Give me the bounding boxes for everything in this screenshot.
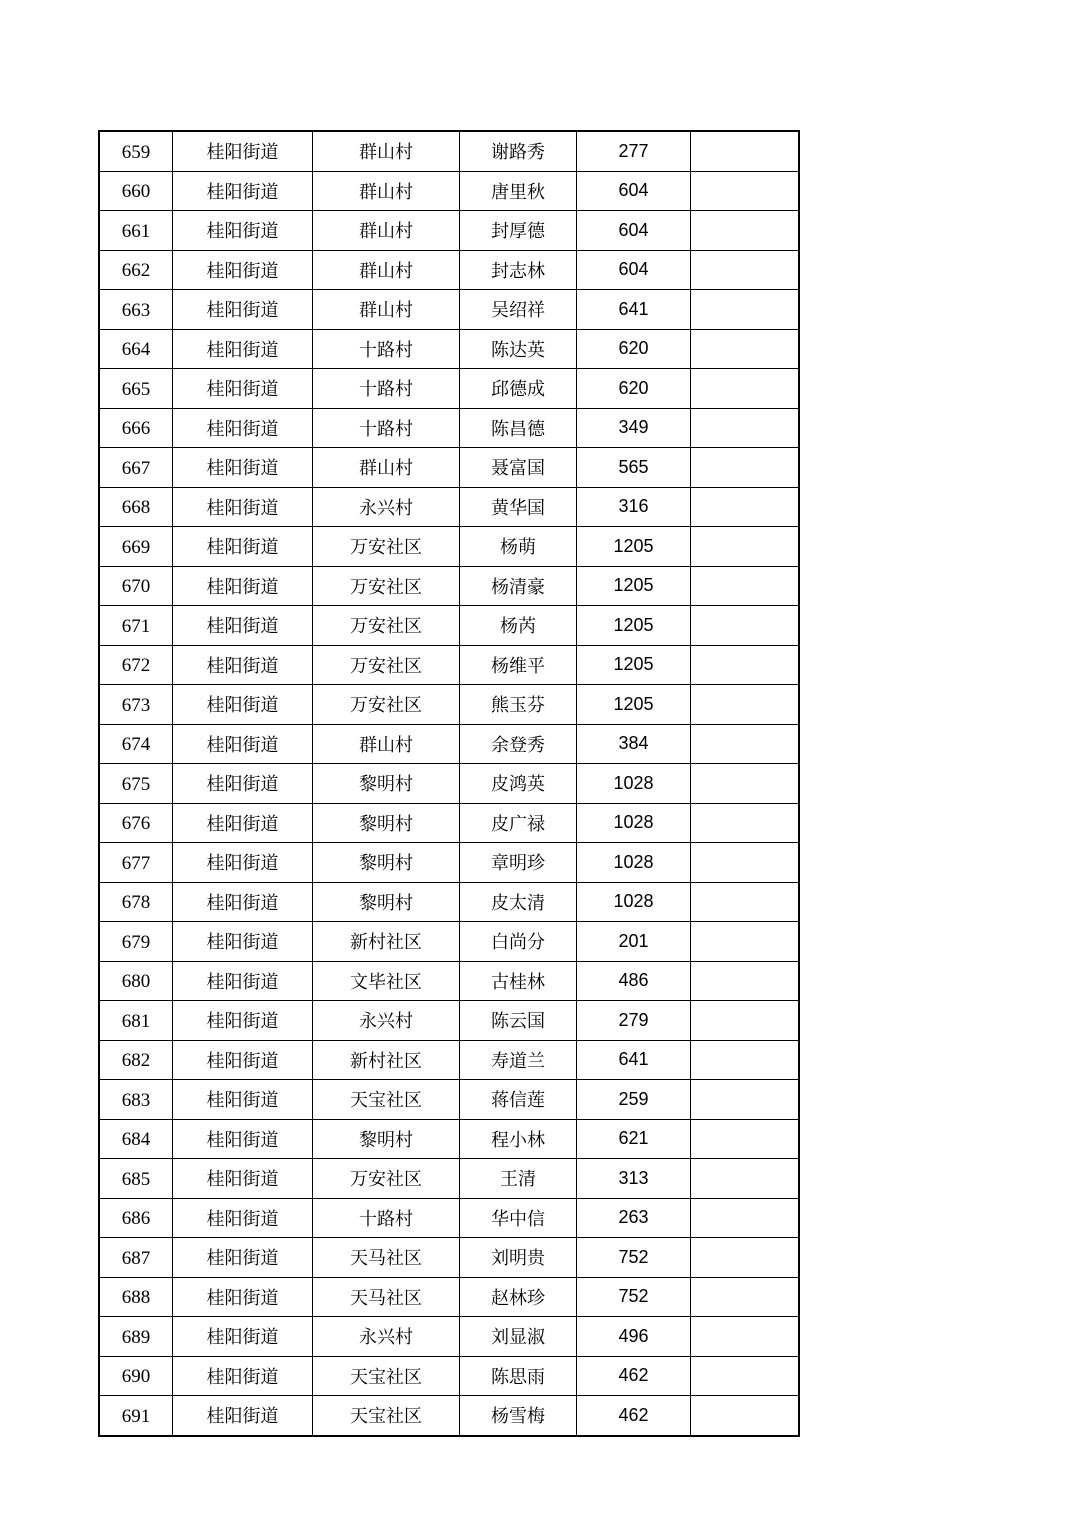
village-cell: 黎明村 [313, 803, 460, 843]
remark-cell [691, 961, 800, 1001]
person-name-cell: 白尚分 [460, 922, 577, 962]
table-row [99, 1198, 799, 1238]
table-row [99, 1238, 799, 1278]
remark-cell [691, 1238, 800, 1278]
person-name-cell: 吴绍祥 [460, 290, 577, 330]
amount-cell: 316 [577, 487, 691, 527]
remark-cell [691, 408, 800, 448]
person-name-cell: 蒋信莲 [460, 1080, 577, 1120]
person-name-cell: 赵林珍 [460, 1277, 577, 1317]
village-cell: 永兴村 [313, 1317, 460, 1357]
remark-cell [691, 606, 800, 646]
village-cell: 天马社区 [313, 1238, 460, 1278]
street-cell: 桂阳街道 [173, 764, 313, 804]
street-cell: 桂阳街道 [173, 408, 313, 448]
table-row [99, 1119, 799, 1159]
village-cell: 永兴村 [313, 487, 460, 527]
street-cell: 桂阳街道 [173, 487, 313, 527]
row-number-cell: 672 [99, 645, 173, 685]
table-row [99, 131, 799, 171]
village-cell: 天宝社区 [313, 1080, 460, 1120]
row-number-cell: 680 [99, 961, 173, 1001]
amount-cell: 1028 [577, 882, 691, 922]
village-cell: 群山村 [313, 211, 460, 251]
street-cell: 桂阳街道 [173, 1040, 313, 1080]
person-name-cell: 陈昌德 [460, 408, 577, 448]
person-name-cell: 唐里秋 [460, 171, 577, 211]
amount-cell: 277 [577, 131, 691, 171]
remark-cell [691, 448, 800, 488]
village-cell: 十路村 [313, 1198, 460, 1238]
person-name-cell: 聂富国 [460, 448, 577, 488]
row-number-cell: 681 [99, 1001, 173, 1041]
street-cell: 桂阳街道 [173, 1396, 313, 1436]
street-cell: 桂阳街道 [173, 369, 313, 409]
remark-cell [691, 1040, 800, 1080]
street-cell: 桂阳街道 [173, 922, 313, 962]
data-table [98, 130, 800, 1437]
table-row [99, 1001, 799, 1041]
table-row [99, 685, 799, 725]
row-number-cell: 664 [99, 329, 173, 369]
table-row [99, 606, 799, 646]
table-row [99, 1159, 799, 1199]
remark-cell [691, 1001, 800, 1041]
street-cell: 桂阳街道 [173, 1159, 313, 1199]
table-row [99, 527, 799, 567]
person-name-cell: 熊玉芬 [460, 685, 577, 725]
street-cell: 桂阳街道 [173, 1238, 313, 1278]
village-cell: 万安社区 [313, 566, 460, 606]
village-cell: 新村社区 [313, 922, 460, 962]
remark-cell [691, 843, 800, 883]
row-number-cell: 660 [99, 171, 173, 211]
amount-cell: 486 [577, 961, 691, 1001]
amount-cell: 259 [577, 1080, 691, 1120]
village-cell: 黎明村 [313, 843, 460, 883]
amount-cell: 349 [577, 408, 691, 448]
person-name-cell: 皮鸿英 [460, 764, 577, 804]
remark-cell [691, 1080, 800, 1120]
row-number-cell: 686 [99, 1198, 173, 1238]
row-number-cell: 667 [99, 448, 173, 488]
person-name-cell: 陈达英 [460, 329, 577, 369]
amount-cell: 604 [577, 250, 691, 290]
table-row [99, 961, 799, 1001]
street-cell: 桂阳街道 [173, 250, 313, 290]
street-cell: 桂阳街道 [173, 1317, 313, 1357]
street-cell: 桂阳街道 [173, 1119, 313, 1159]
row-number-cell: 679 [99, 922, 173, 962]
row-number-cell: 677 [99, 843, 173, 883]
amount-cell: 313 [577, 1159, 691, 1199]
table-row [99, 1080, 799, 1120]
village-cell: 万安社区 [313, 606, 460, 646]
village-cell: 群山村 [313, 290, 460, 330]
person-name-cell: 杨维平 [460, 645, 577, 685]
remark-cell [691, 685, 800, 725]
village-cell: 永兴村 [313, 1001, 460, 1041]
village-cell: 万安社区 [313, 1159, 460, 1199]
remark-cell [691, 1198, 800, 1238]
remark-cell [691, 527, 800, 567]
table-row [99, 1040, 799, 1080]
amount-cell: 384 [577, 724, 691, 764]
street-cell: 桂阳街道 [173, 171, 313, 211]
remark-cell [691, 922, 800, 962]
remark-cell [691, 487, 800, 527]
table-row [99, 882, 799, 922]
table-row [99, 408, 799, 448]
row-number-cell: 691 [99, 1396, 173, 1436]
street-cell: 桂阳街道 [173, 724, 313, 764]
village-cell: 群山村 [313, 448, 460, 488]
village-cell: 文毕社区 [313, 961, 460, 1001]
remark-cell [691, 764, 800, 804]
person-name-cell: 刘显淑 [460, 1317, 577, 1357]
row-number-cell: 689 [99, 1317, 173, 1357]
street-cell: 桂阳街道 [173, 1198, 313, 1238]
table-row [99, 764, 799, 804]
person-name-cell: 杨萌 [460, 527, 577, 567]
amount-cell: 496 [577, 1317, 691, 1357]
remark-cell [691, 1277, 800, 1317]
person-name-cell: 邱德成 [460, 369, 577, 409]
village-cell: 天宝社区 [313, 1396, 460, 1436]
village-cell: 群山村 [313, 250, 460, 290]
row-number-cell: 678 [99, 882, 173, 922]
row-number-cell: 668 [99, 487, 173, 527]
row-number-cell: 659 [99, 131, 173, 171]
village-cell: 天马社区 [313, 1277, 460, 1317]
person-name-cell: 杨雪梅 [460, 1396, 577, 1436]
row-number-cell: 673 [99, 685, 173, 725]
village-cell: 黎明村 [313, 764, 460, 804]
street-cell: 桂阳街道 [173, 645, 313, 685]
person-name-cell: 王清 [460, 1159, 577, 1199]
amount-cell: 1205 [577, 566, 691, 606]
row-number-cell: 690 [99, 1356, 173, 1396]
amount-cell: 620 [577, 329, 691, 369]
table-row [99, 250, 799, 290]
remark-cell [691, 645, 800, 685]
street-cell: 桂阳街道 [173, 803, 313, 843]
village-cell: 黎明村 [313, 882, 460, 922]
row-number-cell: 666 [99, 408, 173, 448]
person-name-cell: 皮广禄 [460, 803, 577, 843]
remark-cell [691, 1396, 800, 1436]
village-cell: 天宝社区 [313, 1356, 460, 1396]
village-cell: 万安社区 [313, 645, 460, 685]
table-row [99, 803, 799, 843]
amount-cell: 565 [577, 448, 691, 488]
amount-cell: 1205 [577, 527, 691, 567]
row-number-cell: 661 [99, 211, 173, 251]
amount-cell: 201 [577, 922, 691, 962]
amount-cell: 1205 [577, 685, 691, 725]
amount-cell: 752 [577, 1277, 691, 1317]
row-number-cell: 670 [99, 566, 173, 606]
amount-cell: 263 [577, 1198, 691, 1238]
table-row [99, 369, 799, 409]
person-name-cell: 谢路秀 [460, 131, 577, 171]
amount-cell: 1028 [577, 803, 691, 843]
remark-cell [691, 724, 800, 764]
person-name-cell: 古桂林 [460, 961, 577, 1001]
amount-cell: 462 [577, 1396, 691, 1436]
street-cell: 桂阳街道 [173, 527, 313, 567]
remark-cell [691, 131, 800, 171]
table-row [99, 566, 799, 606]
amount-cell: 1028 [577, 843, 691, 883]
table-row [99, 843, 799, 883]
person-name-cell: 杨芮 [460, 606, 577, 646]
amount-cell: 641 [577, 1040, 691, 1080]
remark-cell [691, 803, 800, 843]
row-number-cell: 663 [99, 290, 173, 330]
person-name-cell: 陈云国 [460, 1001, 577, 1041]
table-row [99, 645, 799, 685]
table-row [99, 290, 799, 330]
person-name-cell: 黄华国 [460, 487, 577, 527]
amount-cell: 620 [577, 369, 691, 409]
person-name-cell: 皮太清 [460, 882, 577, 922]
table-row [99, 922, 799, 962]
row-number-cell: 683 [99, 1080, 173, 1120]
amount-cell: 604 [577, 171, 691, 211]
village-cell: 群山村 [313, 171, 460, 211]
table-row [99, 448, 799, 488]
table-row [99, 724, 799, 764]
remark-cell [691, 1159, 800, 1199]
amount-cell: 1205 [577, 606, 691, 646]
street-cell: 桂阳街道 [173, 1001, 313, 1041]
amount-cell: 1028 [577, 764, 691, 804]
remark-cell [691, 882, 800, 922]
remark-cell [691, 250, 800, 290]
village-cell: 万安社区 [313, 527, 460, 567]
street-cell: 桂阳街道 [173, 961, 313, 1001]
person-name-cell: 杨清豪 [460, 566, 577, 606]
amount-cell: 641 [577, 290, 691, 330]
village-cell: 十路村 [313, 329, 460, 369]
table-row [99, 329, 799, 369]
row-number-cell: 687 [99, 1238, 173, 1278]
row-number-cell: 662 [99, 250, 173, 290]
remark-cell [691, 566, 800, 606]
remark-cell [691, 1317, 800, 1357]
amount-cell: 1205 [577, 645, 691, 685]
amount-cell: 604 [577, 211, 691, 251]
remark-cell [691, 171, 800, 211]
street-cell: 桂阳街道 [173, 606, 313, 646]
row-number-cell: 675 [99, 764, 173, 804]
row-number-cell: 684 [99, 1119, 173, 1159]
remark-cell [691, 211, 800, 251]
row-number-cell: 671 [99, 606, 173, 646]
street-cell: 桂阳街道 [173, 566, 313, 606]
person-name-cell: 寿道兰 [460, 1040, 577, 1080]
village-cell: 十路村 [313, 369, 460, 409]
street-cell: 桂阳街道 [173, 1356, 313, 1396]
street-cell: 桂阳街道 [173, 211, 313, 251]
remark-cell [691, 1356, 800, 1396]
person-name-cell: 章明珍 [460, 843, 577, 883]
street-cell: 桂阳街道 [173, 843, 313, 883]
person-name-cell: 程小林 [460, 1119, 577, 1159]
person-name-cell: 封志林 [460, 250, 577, 290]
street-cell: 桂阳街道 [173, 448, 313, 488]
remark-cell [691, 1119, 800, 1159]
person-name-cell: 华中信 [460, 1198, 577, 1238]
table-body [99, 131, 799, 1436]
person-name-cell: 刘明贵 [460, 1238, 577, 1278]
village-cell: 万安社区 [313, 685, 460, 725]
amount-cell: 462 [577, 1356, 691, 1396]
row-number-cell: 682 [99, 1040, 173, 1080]
row-number-cell: 674 [99, 724, 173, 764]
amount-cell: 752 [577, 1238, 691, 1278]
person-name-cell: 陈思雨 [460, 1356, 577, 1396]
row-number-cell: 688 [99, 1277, 173, 1317]
village-cell: 十路村 [313, 408, 460, 448]
street-cell: 桂阳街道 [173, 882, 313, 922]
row-number-cell: 669 [99, 527, 173, 567]
table-row [99, 487, 799, 527]
table-row [99, 1356, 799, 1396]
amount-cell: 621 [577, 1119, 691, 1159]
person-name-cell: 余登秀 [460, 724, 577, 764]
street-cell: 桂阳街道 [173, 329, 313, 369]
table-row [99, 171, 799, 211]
street-cell: 桂阳街道 [173, 685, 313, 725]
row-number-cell: 665 [99, 369, 173, 409]
amount-cell: 279 [577, 1001, 691, 1041]
street-cell: 桂阳街道 [173, 1080, 313, 1120]
village-cell: 群山村 [313, 131, 460, 171]
table-row [99, 1396, 799, 1436]
table-row [99, 211, 799, 251]
table-row [99, 1317, 799, 1357]
remark-cell [691, 329, 800, 369]
village-cell: 群山村 [313, 724, 460, 764]
street-cell: 桂阳街道 [173, 290, 313, 330]
row-number-cell: 685 [99, 1159, 173, 1199]
remark-cell [691, 369, 800, 409]
row-number-cell: 676 [99, 803, 173, 843]
table-row [99, 1277, 799, 1317]
person-name-cell: 封厚德 [460, 211, 577, 251]
remark-cell [691, 290, 800, 330]
street-cell: 桂阳街道 [173, 1277, 313, 1317]
village-cell: 新村社区 [313, 1040, 460, 1080]
street-cell: 桂阳街道 [173, 131, 313, 171]
village-cell: 黎明村 [313, 1119, 460, 1159]
